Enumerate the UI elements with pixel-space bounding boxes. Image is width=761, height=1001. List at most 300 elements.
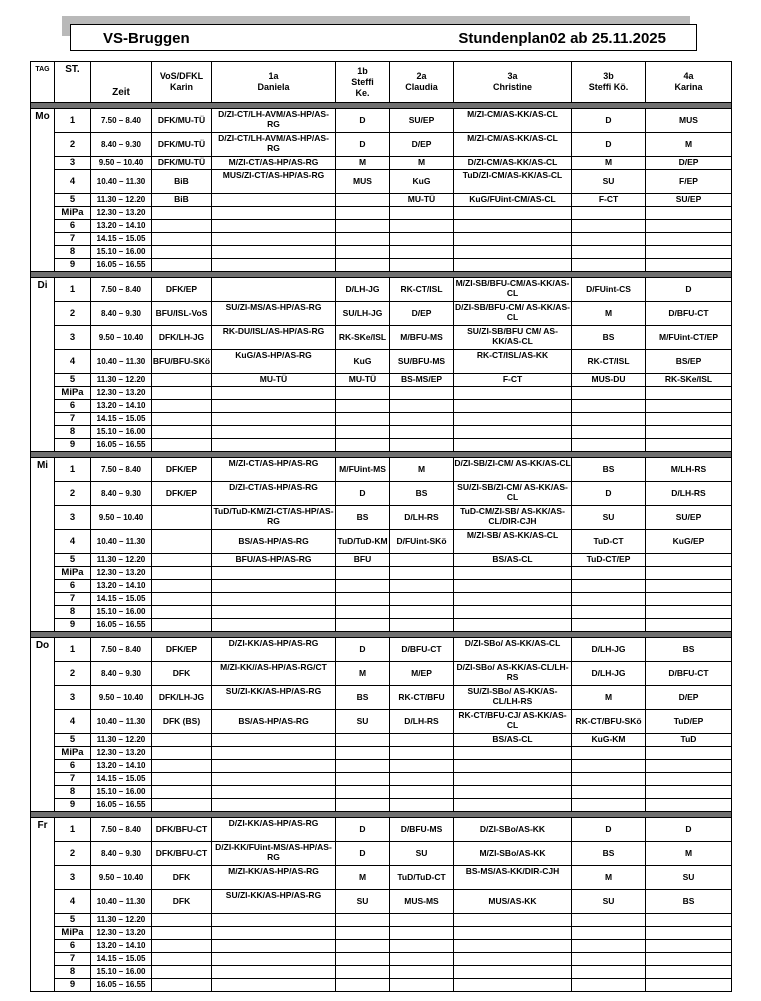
subject-cell-vos: [152, 914, 212, 927]
subject-cell-c1a: [212, 927, 336, 940]
subject-cell-c1b: [336, 567, 390, 580]
subject-cell-c3b: [572, 426, 646, 439]
table-row: [31, 530, 732, 554]
subject-cell-c2a: [390, 220, 454, 233]
subject-cell-vos: DFK/BFU-CT: [152, 818, 212, 842]
subject-cell-c2a: [390, 606, 454, 619]
subject-cell-c4a: RK-SKe/ISL: [646, 374, 732, 387]
table-row: [31, 799, 732, 812]
subject-cell-c3a: [454, 966, 572, 979]
subject-cell-c4a: [646, 760, 732, 773]
table-row: [31, 302, 732, 326]
lesson-number: 1: [55, 458, 91, 482]
subject-cell-c1a: [212, 979, 336, 992]
subject-cell-vos: [152, 734, 212, 747]
subject-cell-c3b: [572, 220, 646, 233]
subject-cell-c3b: [572, 593, 646, 606]
lesson-number: 8: [55, 426, 91, 439]
day-label: Mi: [31, 458, 55, 632]
subject-cell-c2a: KuG: [390, 170, 454, 194]
lesson-time: 15.10 – 16.00: [91, 426, 152, 439]
subject-cell-c3a: M/ZI-SB/ AS-KK/AS-CL: [454, 530, 572, 554]
table-row: [31, 326, 732, 350]
subject-cell-c3a: [454, 439, 572, 452]
subject-cell-c1a: BS/AS-HP/AS-RG: [212, 710, 336, 734]
subject-cell-c1b: BFU: [336, 554, 390, 567]
subject-cell-c1b: [336, 619, 390, 632]
subject-cell-c3b: [572, 233, 646, 246]
subject-cell-c1b: D: [336, 842, 390, 866]
subject-cell-vos: BiB: [152, 170, 212, 194]
subject-cell-c2a: [390, 619, 454, 632]
timetable-body: [31, 103, 732, 992]
subject-cell-c1a: [212, 426, 336, 439]
subject-cell-c4a: F/EP: [646, 170, 732, 194]
lesson-number: 9: [55, 439, 91, 452]
lesson-time: 9.50 – 10.40: [91, 506, 152, 530]
subject-cell-c4a: [646, 246, 732, 259]
subject-cell-vos: [152, 619, 212, 632]
subject-cell-c3b: RK-CT/BFU-SKö: [572, 710, 646, 734]
subject-cell-c3b: SU: [572, 890, 646, 914]
subject-cell-c3b: M: [572, 686, 646, 710]
col-header-1b-line1: 1b: [357, 65, 368, 76]
subject-cell-c2a: RK-CT/BFU: [390, 686, 454, 710]
subject-cell-c4a: [646, 619, 732, 632]
subject-cell-c1b: [336, 593, 390, 606]
lesson-number: MiPa: [55, 387, 91, 400]
col-header-2a-line2: Claudia: [405, 82, 438, 92]
subject-cell-c3b: [572, 773, 646, 786]
subject-cell-c3a: [454, 387, 572, 400]
lesson-time: 10.40 – 11.30: [91, 710, 152, 734]
subject-cell-c2a: [390, 953, 454, 966]
lesson-time: 12.30 – 13.20: [91, 567, 152, 580]
subject-cell-c3a: TuD/ZI-CM/AS-KK/AS-CL: [454, 170, 572, 194]
day-label: Fr: [31, 818, 55, 992]
day-label: Do: [31, 638, 55, 812]
subject-cell-c3b: [572, 606, 646, 619]
subject-cell-c2a: MUS-MS: [390, 890, 454, 914]
lesson-time: 13.20 – 14.10: [91, 760, 152, 773]
subject-cell-c1b: [336, 580, 390, 593]
subject-cell-c3a: [454, 979, 572, 992]
subject-cell-c1b: MUS: [336, 170, 390, 194]
table-row: [31, 413, 732, 426]
subject-cell-c3b: [572, 953, 646, 966]
subject-cell-c4a: [646, 207, 732, 220]
lesson-number: 5: [55, 194, 91, 207]
subject-cell-c2a: TuD/TuD-CT: [390, 866, 454, 890]
lesson-number: 6: [55, 400, 91, 413]
subject-cell-c1a: [212, 567, 336, 580]
subject-cell-c4a: D/BFU-CT: [646, 302, 732, 326]
subject-cell-c1b: [336, 953, 390, 966]
subject-cell-c1a: TuD/TuD-KM/ZI-CT/AS-HP/AS-RG: [212, 506, 336, 530]
subject-cell-c2a: [390, 799, 454, 812]
subject-cell-c1a: [212, 786, 336, 799]
table-row: [31, 387, 732, 400]
lesson-number: MiPa: [55, 747, 91, 760]
lesson-time: 10.40 – 11.30: [91, 350, 152, 374]
subject-cell-c4a: [646, 387, 732, 400]
subject-cell-c1a: BS/AS-HP/AS-RG: [212, 530, 336, 554]
subject-cell-c4a: [646, 580, 732, 593]
col-header-1b: [336, 62, 390, 103]
subject-cell-vos: [152, 773, 212, 786]
lesson-time: 15.10 – 16.00: [91, 606, 152, 619]
table-row: [31, 638, 732, 662]
subject-cell-c3a: [454, 233, 572, 246]
subject-cell-c1b: D: [336, 818, 390, 842]
lesson-number: 3: [55, 157, 91, 170]
subject-cell-c4a: [646, 799, 732, 812]
col-header-1a-line2: Daniela: [257, 82, 290, 92]
lesson-time: 7.50 – 8.40: [91, 638, 152, 662]
subject-cell-c3b: M: [572, 157, 646, 170]
subject-cell-c2a: M/BFU-MS: [390, 326, 454, 350]
timetable: [30, 61, 732, 992]
subject-cell-c1b: [336, 927, 390, 940]
subject-cell-c4a: BS: [646, 638, 732, 662]
subject-cell-c2a: [390, 786, 454, 799]
table-row: [31, 506, 732, 530]
subject-cell-c2a: [390, 966, 454, 979]
subject-cell-c3a: [454, 207, 572, 220]
lesson-time: 13.20 – 14.10: [91, 220, 152, 233]
table-row: [31, 710, 732, 734]
subject-cell-c2a: SU: [390, 842, 454, 866]
subject-cell-c3a: [454, 220, 572, 233]
subject-cell-c3a: [454, 246, 572, 259]
subject-cell-c1a: [212, 619, 336, 632]
table-row: [31, 109, 732, 133]
subject-cell-c1b: M: [336, 662, 390, 686]
table-row: [31, 606, 732, 619]
lesson-number: MiPa: [55, 927, 91, 940]
subject-cell-c2a: [390, 426, 454, 439]
subject-cell-c4a: D/BFU-CT: [646, 662, 732, 686]
subject-cell-c4a: [646, 554, 732, 567]
lesson-time: 7.50 – 8.40: [91, 818, 152, 842]
subject-cell-c1b: MU-TÜ: [336, 374, 390, 387]
subject-cell-vos: DFK: [152, 866, 212, 890]
subject-cell-c1b: SU: [336, 890, 390, 914]
lesson-time: 8.40 – 9.30: [91, 662, 152, 686]
subject-cell-c1b: [336, 747, 390, 760]
subject-cell-c1b: [336, 940, 390, 953]
table-row: [31, 133, 732, 157]
subject-cell-c3a: [454, 259, 572, 272]
subject-cell-c1a: [212, 747, 336, 760]
subject-cell-c3a: BS/AS-CL: [454, 554, 572, 567]
subject-cell-vos: [152, 606, 212, 619]
subject-cell-vos: [152, 530, 212, 554]
subject-cell-c3b: [572, 927, 646, 940]
subject-cell-c1b: [336, 426, 390, 439]
table-row: [31, 786, 732, 799]
lesson-number: 3: [55, 866, 91, 890]
subject-cell-c1b: [336, 233, 390, 246]
table-row: [31, 580, 732, 593]
subject-cell-c3a: M/ZI-CM/AS-KK/AS-CL: [454, 109, 572, 133]
lesson-number: 2: [55, 842, 91, 866]
lesson-number: 8: [55, 246, 91, 259]
subject-cell-c1a: MUS/ZI-CT/AS-HP/AS-RG: [212, 170, 336, 194]
subject-cell-c2a: [390, 773, 454, 786]
subject-cell-c2a: D/FUint-SKö: [390, 530, 454, 554]
subject-cell-c1b: D: [336, 109, 390, 133]
subject-cell-c2a: SU/BFU-MS: [390, 350, 454, 374]
lesson-time: 12.30 – 13.20: [91, 207, 152, 220]
subject-cell-c3b: TuD-CT: [572, 530, 646, 554]
col-header-2a: [390, 62, 454, 103]
subject-cell-c1b: [336, 914, 390, 927]
subject-cell-c3a: D/ZI-SBo/ AS-KK/AS-CL/LH-RS: [454, 662, 572, 686]
table-row: [31, 979, 732, 992]
subject-cell-c1b: M: [336, 866, 390, 890]
lesson-time: 9.50 – 10.40: [91, 686, 152, 710]
lesson-time: 11.30 – 12.20: [91, 554, 152, 567]
lesson-time: 16.05 – 16.55: [91, 439, 152, 452]
subject-cell-c3b: [572, 387, 646, 400]
subject-cell-c1a: [212, 259, 336, 272]
header-box: [70, 24, 697, 51]
subject-cell-c3a: [454, 426, 572, 439]
subject-cell-vos: DFK: [152, 662, 212, 686]
subject-cell-c2a: [390, 413, 454, 426]
table-row: [31, 439, 732, 452]
subject-cell-c1b: [336, 220, 390, 233]
subject-cell-c3b: [572, 619, 646, 632]
subject-cell-vos: [152, 207, 212, 220]
subject-cell-c4a: SU/EP: [646, 506, 732, 530]
subject-cell-vos: DFK (BS): [152, 710, 212, 734]
subject-cell-c1a: [212, 580, 336, 593]
lesson-number: 1: [55, 638, 91, 662]
subject-cell-c3a: SU/ZI-SB/BFU CM/ AS-KK/AS-CL: [454, 326, 572, 350]
subject-cell-c2a: [390, 554, 454, 567]
subject-cell-c2a: [390, 593, 454, 606]
col-header-st: ST.: [55, 62, 91, 103]
subject-cell-c4a: [646, 413, 732, 426]
subject-cell-c1a: [212, 246, 336, 259]
subject-cell-c1a: [212, 593, 336, 606]
subject-cell-c1b: [336, 966, 390, 979]
day-label: Di: [31, 278, 55, 452]
subject-cell-c1a: SU/ZI-MS/AS-HP/AS-RG: [212, 302, 336, 326]
subject-cell-c3b: [572, 413, 646, 426]
table-row: [31, 157, 732, 170]
subject-cell-vos: DFK/LH-JG: [152, 686, 212, 710]
subject-cell-c3a: RK-CT/ISL/AS-KK: [454, 350, 572, 374]
lesson-time: 7.50 – 8.40: [91, 109, 152, 133]
subject-cell-c1b: RK-SKe/ISL: [336, 326, 390, 350]
subject-cell-c1b: [336, 259, 390, 272]
lesson-time: 11.30 – 12.20: [91, 914, 152, 927]
subject-cell-c3b: M: [572, 302, 646, 326]
subject-cell-vos: [152, 374, 212, 387]
subject-cell-c3a: [454, 413, 572, 426]
subject-cell-c4a: [646, 593, 732, 606]
subject-cell-c2a: [390, 927, 454, 940]
subject-cell-c1a: [212, 799, 336, 812]
subject-cell-c3b: BS: [572, 326, 646, 350]
subject-cell-c3b: D: [572, 482, 646, 506]
lesson-time: 7.50 – 8.40: [91, 278, 152, 302]
subject-cell-c3a: [454, 400, 572, 413]
lesson-number: 9: [55, 619, 91, 632]
subject-cell-c2a: [390, 233, 454, 246]
subject-cell-c3a: [454, 760, 572, 773]
subject-cell-c3a: RK-CT/BFU-CJ/ AS-KK/AS-CL: [454, 710, 572, 734]
subject-cell-c2a: [390, 387, 454, 400]
lesson-number: 4: [55, 710, 91, 734]
subject-cell-c2a: D/BFU-MS: [390, 818, 454, 842]
table-row: [31, 890, 732, 914]
subject-cell-vos: [152, 567, 212, 580]
subject-cell-c1b: D: [336, 133, 390, 157]
subject-cell-c2a: [390, 914, 454, 927]
table-row: [31, 567, 732, 580]
lesson-time: 13.20 – 14.10: [91, 580, 152, 593]
subject-cell-c3b: [572, 979, 646, 992]
lesson-number: 9: [55, 979, 91, 992]
table-row: [31, 818, 732, 842]
subject-cell-c1b: SU/LH-JG: [336, 302, 390, 326]
lesson-number: 1: [55, 109, 91, 133]
subject-cell-c3b: BS: [572, 842, 646, 866]
subject-cell-c4a: [646, 747, 732, 760]
subject-cell-vos: [152, 786, 212, 799]
subject-cell-c4a: TuD: [646, 734, 732, 747]
subject-cell-c3a: [454, 567, 572, 580]
lesson-time: 12.30 – 13.20: [91, 387, 152, 400]
col-header-3b-line1: 3b: [603, 71, 614, 81]
subject-cell-c3b: [572, 580, 646, 593]
subject-cell-c3a: D/ZI-SBo/ AS-KK/AS-CL: [454, 638, 572, 662]
subject-cell-c3a: D/ZI-SB/BFU-CM/ AS-KK/AS-CL: [454, 302, 572, 326]
subject-cell-c3a: [454, 580, 572, 593]
lesson-time: 14.15 – 15.05: [91, 773, 152, 786]
subject-cell-c2a: [390, 439, 454, 452]
lesson-number: MiPa: [55, 567, 91, 580]
table-row: [31, 686, 732, 710]
subject-cell-c4a: [646, 259, 732, 272]
subject-cell-c4a: [646, 786, 732, 799]
subject-cell-c2a: SU/EP: [390, 109, 454, 133]
subject-cell-c4a: D/LH-RS: [646, 482, 732, 506]
subject-cell-c2a: [390, 567, 454, 580]
subject-cell-c3b: [572, 914, 646, 927]
lesson-time: 9.50 – 10.40: [91, 326, 152, 350]
col-header-3b: [572, 62, 646, 103]
subject-cell-c1b: KuG: [336, 350, 390, 374]
subject-cell-c1a: [212, 387, 336, 400]
lesson-number: MiPa: [55, 207, 91, 220]
lesson-number: 8: [55, 966, 91, 979]
lesson-number: 6: [55, 220, 91, 233]
subject-cell-c4a: SU: [646, 866, 732, 890]
subject-cell-c3a: [454, 914, 572, 927]
subject-cell-c3a: TuD-CM/ZI-SB/ AS-KK/AS-CL/DIR-CJH: [454, 506, 572, 530]
col-header-3a-line2: Christine: [492, 82, 532, 92]
subject-cell-c1a: D/ZI-KK/AS-HP/AS-RG: [212, 638, 336, 662]
lesson-time: 14.15 – 15.05: [91, 953, 152, 966]
subject-cell-vos: DFK/MU-TÜ: [152, 133, 212, 157]
subject-cell-vos: [152, 927, 212, 940]
subject-cell-c1a: BFU/AS-HP/AS-RG: [212, 554, 336, 567]
table-row: [31, 927, 732, 940]
subject-cell-c3b: [572, 760, 646, 773]
subject-cell-c4a: [646, 953, 732, 966]
subject-cell-vos: DFK/EP: [152, 278, 212, 302]
subject-cell-c1a: [212, 194, 336, 207]
subject-cell-vos: [152, 413, 212, 426]
subject-cell-c3b: D/FUint-CS: [572, 278, 646, 302]
subject-cell-c3a: SU/ZI-SB/ZI-CM/ AS-KK/AS-CL: [454, 482, 572, 506]
subject-cell-c2a: D/LH-RS: [390, 506, 454, 530]
subject-cell-c4a: [646, 567, 732, 580]
subject-cell-c4a: TuD/EP: [646, 710, 732, 734]
table-row: [31, 482, 732, 506]
lesson-time: 8.40 – 9.30: [91, 482, 152, 506]
table-row: [31, 220, 732, 233]
lesson-time: 16.05 – 16.55: [91, 979, 152, 992]
subject-cell-c3b: [572, 439, 646, 452]
table-row: [31, 842, 732, 866]
subject-cell-vos: [152, 593, 212, 606]
col-header-1b-line2: Steffi: [351, 76, 374, 87]
subject-cell-c3b: MUS-DU: [572, 374, 646, 387]
subject-cell-c1b: [336, 246, 390, 259]
subject-cell-c4a: [646, 927, 732, 940]
subject-cell-c1b: BS: [336, 506, 390, 530]
lesson-time: 16.05 – 16.55: [91, 799, 152, 812]
subject-cell-c2a: M/EP: [390, 662, 454, 686]
subject-cell-vos: DFK/LH-JG: [152, 326, 212, 350]
col-header-1b-line3: Ke.: [355, 87, 370, 98]
lesson-time: 13.20 – 14.10: [91, 940, 152, 953]
subject-cell-c4a: [646, 966, 732, 979]
subject-cell-c1b: [336, 606, 390, 619]
subject-cell-c1a: [212, 606, 336, 619]
subject-cell-c4a: [646, 220, 732, 233]
lesson-time: 10.40 – 11.30: [91, 530, 152, 554]
lesson-number: 5: [55, 374, 91, 387]
lesson-number: 8: [55, 786, 91, 799]
col-header-1a-line1: 1a: [268, 71, 279, 81]
table-row: [31, 747, 732, 760]
lesson-number: 5: [55, 554, 91, 567]
table-row: [31, 734, 732, 747]
table-row: [31, 207, 732, 220]
lesson-number: 1: [55, 278, 91, 302]
subject-cell-c1b: [336, 400, 390, 413]
lesson-number: 7: [55, 773, 91, 786]
subject-cell-c1a: [212, 413, 336, 426]
subject-cell-c4a: MUS: [646, 109, 732, 133]
subject-cell-c3b: [572, 747, 646, 760]
lesson-time: 11.30 – 12.20: [91, 734, 152, 747]
subject-cell-vos: DFK/EP: [152, 482, 212, 506]
col-header-2a-line1: 2a: [416, 71, 427, 81]
subject-cell-vos: [152, 953, 212, 966]
subject-cell-c3a: [454, 619, 572, 632]
subject-cell-c2a: [390, 979, 454, 992]
lesson-number: 8: [55, 606, 91, 619]
subject-cell-c4a: D/EP: [646, 686, 732, 710]
